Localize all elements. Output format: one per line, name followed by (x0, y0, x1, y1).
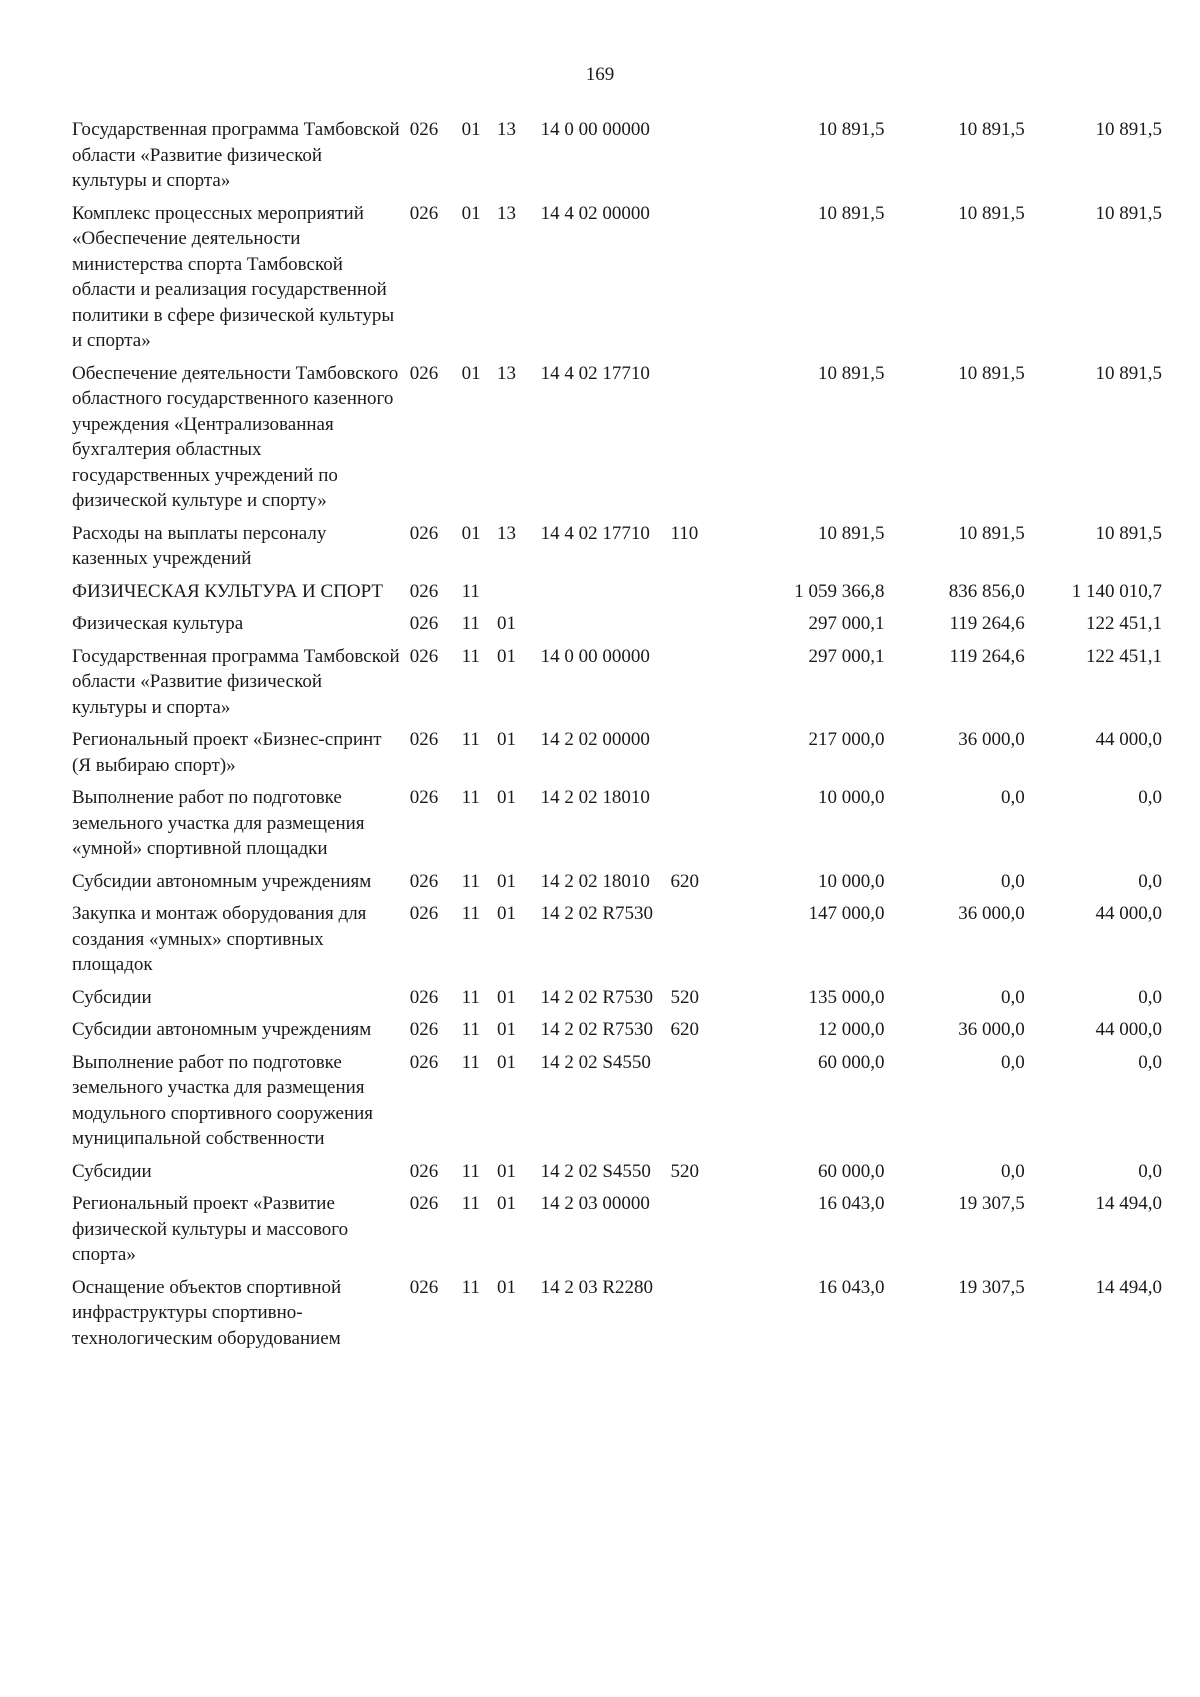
row-ministry-code: 026 (409, 787, 439, 808)
table-row (72, 361, 1162, 521)
row-amount-year-1: 12 000,0 (818, 1019, 885, 1040)
row-amount-year-1: 16 043,0 (818, 1193, 885, 1214)
table-row (72, 611, 1162, 644)
row-amount-year-1: 217 000,0 (808, 729, 885, 750)
row-ministry-code: 026 (409, 1019, 439, 1040)
row-name: Региональный проект «Бизнес-спринт (Я выбираю спорт)» (72, 729, 382, 776)
row-amount-year-3: 0,0 (1138, 870, 1162, 892)
row-name: Субсидии (72, 1160, 152, 1182)
row-expense-type-code (670, 1275, 732, 1359)
row-subsection-code: 01 (496, 1160, 516, 1182)
row-expense-type-code (670, 361, 732, 521)
row-section-code: 11 (461, 903, 480, 924)
row-amount-year-2: 836 856,0 (948, 580, 1025, 602)
table-row (72, 869, 1162, 902)
row-amount-year-3: 0,0 (1138, 1051, 1162, 1073)
row-section-code: 11 (461, 1276, 480, 1298)
row-amount-year-1: 10 000,0 (818, 870, 885, 892)
row-section-code: 01 (461, 522, 481, 544)
row-amount-year-2: 36 000,0 (958, 729, 1025, 750)
row-amount-year-2: 19 307,5 (958, 1193, 1025, 1214)
row-target-article-code: 14 2 02 S4550 (540, 1160, 651, 1182)
row-section-code: 01 (461, 362, 481, 384)
row-amount-year-2: 119 264,6 (949, 613, 1025, 634)
row-target-article-code: 14 0 00 00000 (540, 119, 650, 140)
row-name: Субсидии (72, 986, 152, 1008)
row-ministry-code: 026 (409, 986, 439, 1008)
row-amount-year-1: 297 000,1 (808, 613, 885, 634)
row-expense-type-code: 620 (670, 1019, 699, 1040)
row-section-code: 11 (461, 870, 480, 892)
row-amount-year-1: 60 000,0 (818, 1160, 885, 1182)
row-subsection-code: 01 (496, 1019, 516, 1040)
row-subsection-code: 01 (496, 645, 516, 667)
row-amount-year-3: 0,0 (1138, 787, 1162, 808)
table-body (72, 117, 1162, 1358)
table-row (72, 1159, 1162, 1192)
row-expense-type-code: 520 (670, 986, 699, 1008)
row-expense-type-code: 110 (670, 522, 699, 544)
row-ministry-code: 026 (409, 1051, 439, 1073)
row-name: Государственная программа Тамбовской области «Развитие физической культуры и спорта» (72, 645, 400, 718)
row-target-article-code: 14 2 02 R7530 (540, 903, 654, 924)
row-amount-year-2: 0,0 (1001, 870, 1025, 892)
row-target-article-code: 14 2 02 R7530 (540, 1019, 654, 1040)
row-expense-type-code: 520 (670, 1160, 699, 1182)
row-name: Оснащение объектов спортивной инфраструктуры спортивно-технологическим оборудованием (72, 1276, 342, 1349)
row-target-article-code: 14 0 00 00000 (540, 645, 650, 667)
row-section-code: 11 (461, 1051, 480, 1073)
row-amount-year-1: 16 043,0 (818, 1276, 885, 1298)
row-amount-year-1: 10 891,5 (818, 119, 885, 140)
row-expense-type-code (670, 611, 732, 644)
row-name: Закупка и монтаж оборудования для создания «умных» спортивных площадок (72, 903, 367, 975)
row-expense-type-code: 620 (670, 870, 699, 892)
row-ministry-code: 026 (409, 729, 439, 750)
table-row (72, 1275, 1162, 1359)
table-row (72, 201, 1162, 361)
row-amount-year-2: 0,0 (1001, 1160, 1025, 1182)
row-target-article-code: 14 4 02 17710 (540, 522, 650, 544)
row-target-article-code: 14 2 02 S4550 (540, 1051, 651, 1073)
row-ministry-code: 026 (409, 645, 439, 667)
row-section-code: 11 (461, 986, 480, 1008)
table-row (72, 579, 1162, 612)
row-subsection-code: 01 (496, 986, 516, 1008)
row-target-article-code: 14 2 02 00000 (540, 729, 650, 750)
row-name: Региональный проект «Развитие физической культуры и массового спорта» (72, 1193, 349, 1265)
row-amount-year-2: 36 000,0 (958, 903, 1025, 924)
row-name: Выполнение работ по подготовке земельного участка для размещения «умной» спортивной площадки (72, 787, 365, 859)
row-ministry-code: 026 (409, 903, 439, 924)
row-amount-year-2: 10 891,5 (958, 202, 1025, 224)
row-amount-year-2: 10 891,5 (958, 522, 1025, 544)
row-amount-year-3: 44 000,0 (1095, 1019, 1162, 1040)
page-number: 169 (585, 64, 615, 85)
row-ministry-code: 026 (409, 870, 439, 892)
row-amount-year-1: 10 891,5 (818, 362, 885, 384)
row-ministry-code: 026 (409, 119, 439, 140)
row-section-code: 11 (461, 580, 480, 602)
table-row (72, 521, 1162, 579)
row-amount-year-3: 44 000,0 (1095, 729, 1162, 750)
row-ministry-code: 026 (409, 362, 439, 384)
row-expense-type-code (670, 1191, 732, 1275)
row-subsection-code (497, 579, 541, 612)
row-subsection-code: 13 (496, 119, 516, 140)
row-subsection-code: 13 (496, 522, 516, 544)
row-subsection-code: 13 (496, 362, 516, 384)
row-ministry-code: 026 (409, 1160, 439, 1182)
row-name: Государственная программа Тамбовской области «Развитие физической культуры и спорта» (72, 119, 400, 191)
row-expense-type-code (670, 201, 732, 361)
table-row (72, 901, 1162, 985)
row-target-article-code (541, 579, 671, 612)
row-subsection-code: 13 (496, 202, 516, 224)
row-subsection-code: 01 (496, 1051, 516, 1073)
row-amount-year-3: 1 140 010,7 (1071, 580, 1162, 602)
row-subsection-code: 01 (496, 870, 516, 892)
row-target-article-code: 14 2 02 18010 (540, 787, 650, 808)
row-amount-year-3: 10 891,5 (1095, 202, 1162, 224)
row-target-article-code: 14 2 02 18010 (540, 870, 650, 892)
row-amount-year-1: 60 000,0 (818, 1051, 885, 1073)
row-expense-type-code (670, 117, 732, 201)
row-amount-year-1: 10 891,5 (818, 522, 885, 544)
row-target-article-code: 14 4 02 17710 (540, 362, 650, 384)
row-amount-year-3: 44 000,0 (1095, 903, 1162, 924)
row-amount-year-1: 135 000,0 (808, 986, 885, 1008)
row-amount-year-3: 0,0 (1138, 986, 1162, 1008)
row-section-code: 01 (461, 202, 481, 224)
row-amount-year-2: 10 891,5 (958, 119, 1025, 140)
table-row (72, 1017, 1162, 1050)
row-expense-type-code (670, 727, 732, 785)
row-ministry-code: 026 (409, 202, 439, 224)
row-amount-year-2: 19 307,5 (958, 1276, 1025, 1298)
row-amount-year-3: 122 451,1 (1086, 645, 1162, 667)
table-row (72, 727, 1162, 785)
row-expense-type-code (670, 579, 732, 612)
table-row (72, 117, 1162, 201)
row-subsection-code: 01 (496, 787, 516, 808)
row-subsection-code: 01 (496, 613, 516, 634)
row-amount-year-3: 0,0 (1138, 1160, 1162, 1182)
row-ministry-code: 026 (409, 580, 439, 602)
row-ministry-code: 026 (409, 1193, 439, 1214)
row-section-code: 11 (461, 645, 480, 667)
row-section-code: 11 (461, 1193, 480, 1214)
row-subsection-code: 01 (496, 903, 516, 924)
row-section-code: 11 (461, 1019, 480, 1040)
row-amount-year-3: 10 891,5 (1095, 522, 1162, 544)
table-row (72, 785, 1162, 869)
row-name: Физическая культура (72, 613, 244, 634)
row-amount-year-2: 0,0 (1001, 1051, 1025, 1073)
row-amount-year-2: 36 000,0 (958, 1019, 1025, 1040)
row-target-article-code: 14 2 03 R2280 (540, 1276, 654, 1298)
row-amount-year-1: 10 891,5 (818, 202, 885, 224)
row-ministry-code: 026 (409, 1276, 439, 1298)
row-amount-year-3: 14 494,0 (1095, 1193, 1162, 1214)
row-name: ФИЗИЧЕСКАЯ КУЛЬТУРА И СПОРТ (72, 580, 384, 602)
row-expense-type-code (670, 785, 732, 869)
row-amount-year-1: 10 000,0 (818, 787, 885, 808)
table-row (72, 1191, 1162, 1275)
row-amount-year-3: 10 891,5 (1095, 362, 1162, 384)
row-name: Субсидии автономным учреждениям (72, 870, 372, 892)
row-name: Обеспечение деятельности Тамбовского областного государственного казенного учреждения «Централизованная бухгалтерия областных государственных учреждений по физической культуре и спорту» (72, 362, 399, 511)
table-row (72, 1050, 1162, 1159)
row-name: Субсидии автономным учреждениям (72, 1019, 372, 1040)
row-name: Комплекс процессных мероприятий «Обеспечение деятельности министерства спорта Тамбовской области и реализация государственной политики в сфере физической культуры и спорта» (72, 202, 395, 351)
row-expense-type-code (670, 1050, 732, 1159)
row-section-code: 11 (461, 613, 480, 634)
budget-table (72, 117, 1162, 1358)
row-amount-year-2: 0,0 (1001, 986, 1025, 1008)
row-expense-type-code (670, 644, 732, 728)
table-row (72, 644, 1162, 728)
row-amount-year-1: 297 000,1 (808, 645, 885, 667)
row-amount-year-1: 1 059 366,8 (794, 580, 885, 602)
row-subsection-code: 01 (496, 1276, 516, 1298)
row-section-code: 11 (461, 729, 480, 750)
row-section-code: 11 (461, 787, 480, 808)
row-amount-year-2: 0,0 (1001, 787, 1025, 808)
row-target-article-code: 14 2 02 R7530 (540, 986, 654, 1008)
row-section-code: 01 (461, 119, 481, 140)
row-name: Расходы на выплаты персоналу казенных учреждений (72, 522, 327, 569)
row-amount-year-2: 119 264,6 (949, 645, 1025, 667)
row-section-code: 11 (461, 1160, 480, 1182)
row-ministry-code: 026 (409, 522, 439, 544)
row-target-article-code: 14 2 03 00000 (540, 1193, 650, 1214)
row-name: Выполнение работ по подготовке земельного участка для размещения модульного спортивного сооружения муниципальной собственности (72, 1051, 374, 1149)
row-subsection-code: 01 (496, 729, 516, 750)
row-subsection-code: 01 (496, 1193, 516, 1214)
row-amount-year-3: 10 891,5 (1095, 119, 1162, 140)
row-amount-year-1: 147 000,0 (808, 903, 885, 924)
row-amount-year-3: 122 451,1 (1086, 613, 1162, 634)
row-amount-year-2: 10 891,5 (958, 362, 1025, 384)
row-expense-type-code (670, 901, 732, 985)
row-target-article-code: 14 4 02 00000 (540, 202, 650, 224)
table-row (72, 985, 1162, 1018)
row-target-article-code (541, 611, 671, 644)
row-amount-year-3: 14 494,0 (1095, 1276, 1162, 1298)
row-ministry-code: 026 (409, 613, 439, 634)
